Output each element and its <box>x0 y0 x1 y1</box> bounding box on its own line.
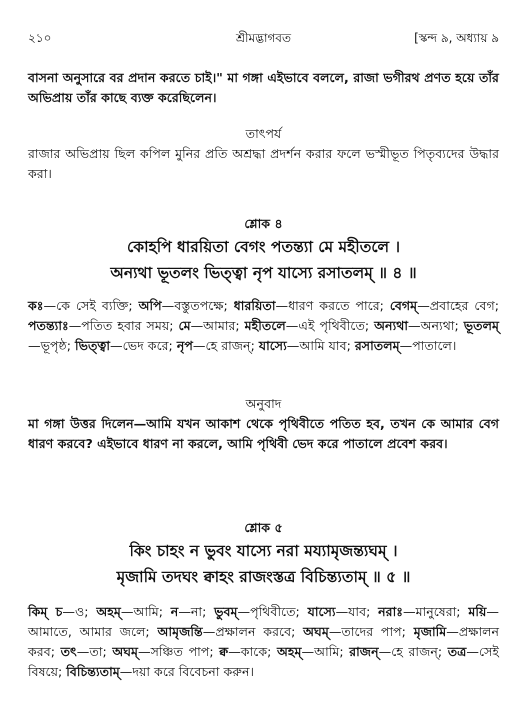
synonym-meaning: —ধারণ করতে পারে; <box>275 298 384 313</box>
synonym-term: অহম্ <box>96 604 121 619</box>
synonym-term: তত্র <box>447 644 467 659</box>
purport-section <box>28 124 499 184</box>
synonym-meaning: —হে রাজন্; <box>378 644 443 659</box>
synonym-term: কঃ <box>28 298 44 313</box>
synonym-meaning: —ও; <box>62 604 89 619</box>
synonym-term: মৃজামি <box>413 624 447 639</box>
synonym-meaning: —আমাতে, আমার জলে; <box>28 604 499 639</box>
purport-text: রাজার অভিপ্রায় ছিল কপিল মুনির প্রতি অশ্রদ্ধা প্রদর্শন করার ফলে ভস্মীভূত পিতৃব্যদের উদ্ধার করা। <box>28 146 499 181</box>
synonym-term: বিচিন্ত্যতাম্ <box>66 664 120 679</box>
synonym-term: মহীতলে <box>244 318 286 333</box>
synonym-term: যাস্যে <box>258 338 287 353</box>
verse-5-line-2: মৃজামি তদঘং ক্বাহং রাজংস্তত্র বিচিন্ত্যতাম্ ॥ ৫ ॥ <box>116 568 411 586</box>
synonym-term: রাজন্ <box>349 644 379 659</box>
synonym-meaning: —না; <box>178 604 207 619</box>
synonym-meaning: —প্রক্ষালন করবে; <box>202 624 296 639</box>
verse-4-line-1: কোহপি ধারয়িতা বেগং পতন্ত্যা মে মহীতলে । <box>126 238 401 256</box>
verse-4-section <box>28 214 499 286</box>
synonym-meaning: —কাকে; <box>228 644 272 659</box>
synonym-term: অঘম্ <box>112 644 139 659</box>
verse-4-line-2: অন্যথা ভূতলং ভিত্ত্বা নৃপ যাস্যে রসাতলম্ ॥ ৪ ॥ <box>110 264 417 282</box>
synonym-term: অন্যথা <box>374 318 409 333</box>
synonym-meaning: —তাদের পাপ; <box>328 624 406 639</box>
synonym-term: আমৃজন্তি <box>157 624 203 639</box>
synonym-meaning: —পৃথিবীতে; <box>237 604 300 619</box>
synonym-meaning: —ভূপৃষ্ঠ; <box>28 338 71 353</box>
synonym-meaning: —প্রবাহের বেগ; <box>417 298 499 313</box>
synonyms-paragraph <box>28 602 499 682</box>
intro-block <box>28 68 499 108</box>
synonym-term: কিম্ চ <box>28 604 63 619</box>
synonym-term: ক্ব <box>219 644 229 659</box>
synonym-term: বেগম্ <box>389 298 418 313</box>
synonym-meaning: —অন্যথা; <box>408 318 459 333</box>
synonym-meaning: —আমার; <box>190 318 240 333</box>
synonym-term: নরাঃ <box>378 604 403 619</box>
intro-text: বাসনা অনুসারে বর প্রদান করতে চাই।" মা গঙ্গা এইভাবে বললে, রাজা ভগীরথ প্রণত হয়ে তাঁর অভিপ্রায় তাঁর কাছে ব্যক্ত করেছিলেন। <box>28 70 499 105</box>
synonym-meaning: —এই পৃথিবীতে; <box>285 318 370 333</box>
synonym-term: নৃপ <box>176 338 193 353</box>
synonym-meaning: —যাব; <box>335 604 371 619</box>
synonym-term: অঘম্ <box>303 624 329 639</box>
verse-5-heading: শ্লোক ৫ <box>244 520 283 535</box>
synonym-term: যাস্যে <box>307 604 336 619</box>
verse-5-line-1: কিং চাহং ন ভুবং যাস্যে নরা ময্যামৃজন্ত্যঘম্ । <box>129 542 398 560</box>
translation-text: মা গঙ্গা উত্তর দিলেন—আমি যখন আকাশ থেকে পৃথিবীতে পতিত হব, তখন কে আমার বেগ ধারণ করবে? এইভাবে ধারণ না করলে, আমি পৃথিবী ভেদ করে পাতালে প্রবেশ করব। <box>28 416 499 451</box>
synonym-term: অহম্ <box>276 644 302 659</box>
synonym-term: ধারয়িতা <box>233 298 276 313</box>
translation-heading: অনুবাদ <box>245 396 282 411</box>
synonym-term: রসাতলম্ <box>354 338 400 353</box>
synonym-meaning: —মানুষেরা; <box>402 604 461 619</box>
synonym-term: ভূতলম্ <box>463 318 499 333</box>
synonym-meaning: —ভেদ করে; <box>110 338 173 353</box>
chapter-reference: [স্কন্দ ৯, অধ্যায় ৯ <box>414 31 499 45</box>
purport-heading: তাৎপর্য <box>245 126 282 141</box>
synonym-meaning: —সেই বিষয়ে; <box>28 644 499 679</box>
book-title: শ্রীমদ্ভাগবত <box>235 31 291 45</box>
synonym-meaning: —সঞ্চিত পাপ; <box>138 644 214 659</box>
page-header <box>28 30 499 48</box>
synonym-term: মে <box>178 318 191 333</box>
synonym-meaning: —দয়া করে বিবেচনা করুন। <box>119 664 254 679</box>
synonym-meaning: —কে সেই ব্যক্তি; <box>43 298 133 313</box>
synonym-term: পতন্ত্যাঃ <box>28 318 69 333</box>
synonym-meaning: —প্রক্ষালন করব; <box>28 624 499 659</box>
synonym-meaning: —পাতালে। <box>399 338 457 353</box>
synonym-meaning: —আমি যাব; <box>286 338 351 353</box>
verse-5-synonyms <box>28 602 499 682</box>
verse-4-translation <box>28 394 499 454</box>
synonym-meaning: —আমি; <box>120 604 163 619</box>
synonym-meaning: —তা; <box>76 644 107 659</box>
synonym-term: ভুবম্ <box>214 604 238 619</box>
synonym-meaning: —পতিত হবার সময়; <box>68 318 174 333</box>
synonym-term: ভিত্ত্বা <box>75 338 111 353</box>
synonyms-paragraph <box>28 296 499 356</box>
synonym-term: ময়ি <box>468 604 487 619</box>
synonym-meaning: —বস্তুতপক্ষে; <box>161 298 228 313</box>
synonym-meaning: —আমি; <box>301 644 344 659</box>
verse-4-heading: শ্লোক ৪ <box>244 216 283 231</box>
verse-4-synonyms <box>28 296 499 356</box>
page-number: ২১০ <box>28 31 52 45</box>
synonym-meaning: —হে রাজন্; <box>192 338 255 353</box>
synonym-term: ন <box>170 604 179 619</box>
synonym-term: অপি <box>138 298 162 313</box>
synonym-term: তৎ <box>60 644 77 659</box>
verse-5-section <box>28 518 499 590</box>
